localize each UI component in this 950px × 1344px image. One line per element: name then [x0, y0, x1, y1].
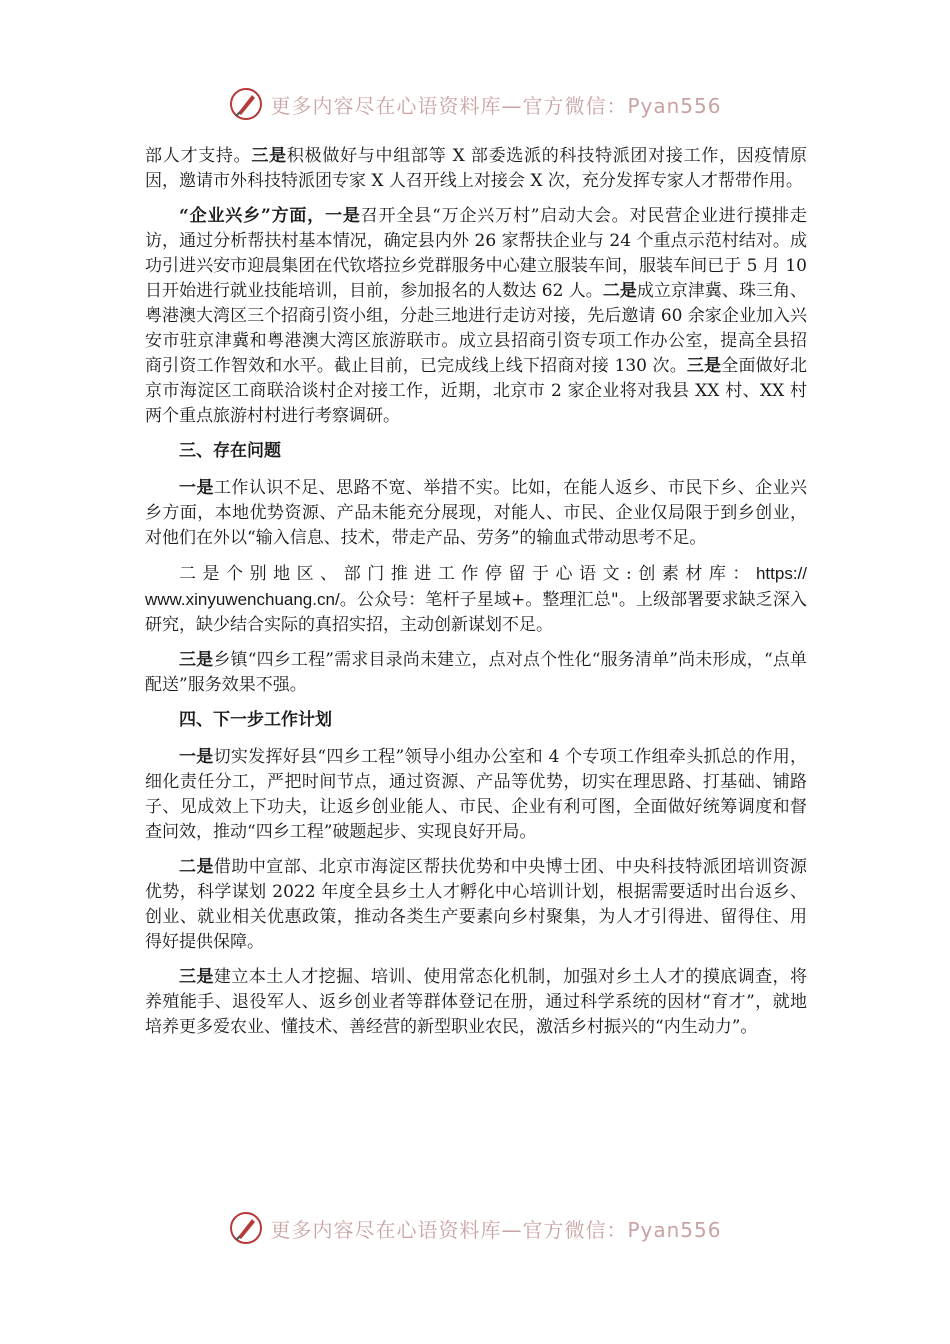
section-heading-plan: 四、下一步工作计划	[179, 710, 332, 730]
footer-banner	[0, 1206, 950, 1250]
paragraph-problem-3: 三是乡镇“四乡工程”需求目录尚未建立，点对点个性化“服务清单”尚未形成，“点单配送”服务效果不强。	[145, 650, 808, 695]
banner-text: 更多内容尽在心语资料库—官方微信：Pyan556	[270, 1217, 722, 1242]
quill-logo-icon	[228, 86, 264, 122]
paragraph-enterprise: “企业兴乡”方面，一是召开全县“万企兴万村”启动大会。对民营企业进行摸排走访，通过分析帮扶村基本情况，确定县内外 26 家帮扶企业与 24 个重点示范村结对。成功引进兴安市迎晨集团在代钦塔拉乡党群服务中心建立服装车间，服装车间已于 5 月 10 日开始进行就业技能培训，目前，参加报名的人数达 62 人。二是成立京津冀、珠三角、粤港澳大湾区三个招商引资小组，分赴三地进行走访对接，先后邀请 60 余家企业加入兴安市驻京津冀和粤港澳大湾区旅游联市。成立县招商引资专项工作办公室，提高全县招商引资工作智效和水平。截止目前，已完成线上线下招商对接 130 次。三是全面做好北京市海淀区工商联洽谈村企对接工作，近期，北京市 2 家企业将对我县 XX 村、XX 村两个重点旅游村村进行考察调研。	[145, 206, 808, 426]
url-text-continued: www.xinyuwenchuang.cn/	[145, 590, 340, 609]
paragraph-problem-2: 二是个别地区、部门推进工作停留于心语文:创素材库：https:// www.xinyuwenchuang.cn/。公众号：笔杆子星域+。整理汇总"。上级部署要求缺乏深入研究，缺少结合实际的真招实招，主动创新谋划不足。	[145, 564, 807, 635]
document-body	[145, 144, 807, 1050]
paragraph-plan-2: 二是借助中宣部、北京市海淀区帮扶优势和中央博士团、中央科技特派团培训资源优势，科学谋划 2022 年度全县乡土人才孵化中心培训计划，根据需要适时出台返乡、创业、就业相关优惠政策，推动各类生产要素向乡村聚集，为人才引得进、留得住、用得好提供保障。	[145, 857, 808, 952]
paragraph-problem-1: 一是工作认识不足、思路不宽、举措不实。比如，在能人返乡、市民下乡、企业兴乡方面，本地优势资源、产品未能充分展现，对能人、市民、企业仅局限于到乡创业，对他们在外以“输入信息、技术，带走产品、劳务”的输血式带动思考不足。	[145, 478, 808, 548]
header-banner	[0, 82, 950, 126]
section-heading-problems: 三、存在问题	[179, 441, 281, 461]
paragraph-continuation: 部人才支持。三是积极做好与中组部等 X 部委选派的科技特派团对接工作，因疫情原因，邀请市外科技特派团专家 X 人召开线上对接会 X 次，充分发挥专家人才帮带作用。	[145, 146, 808, 191]
paragraph-plan-1: 一是切实发挥好县“四乡工程”领导小组办公室和 4 个专项工作组牵头抓总的作用，细化责任分工，严把时间节点，通过资源、产品等优势，切实在理思路、打基础、铺路子、见成效上下功夫，让返乡创业能人、市民、企业有利可图，全面做好统筹调度和督查问效，推动“四乡工程”破题起步、实现良好开局。	[145, 747, 807, 842]
paragraph-plan-3: 三是建立本土人才挖掘、培训、使用常态化机制，加强对乡土人才的摸底调查，将养殖能手、退役军人、返乡创业者等群体登记在册，通过科学系统的因材“育才”，就地培养更多爱农业、懂技术、善经营的新型职业农民，激活乡村振兴的“内生动力”。	[145, 967, 808, 1037]
quill-logo-icon	[228, 1210, 264, 1246]
banner-text: 更多内容尽在心语资料库—官方微信：Pyan556	[270, 93, 722, 118]
url-text: https://	[755, 564, 807, 583]
